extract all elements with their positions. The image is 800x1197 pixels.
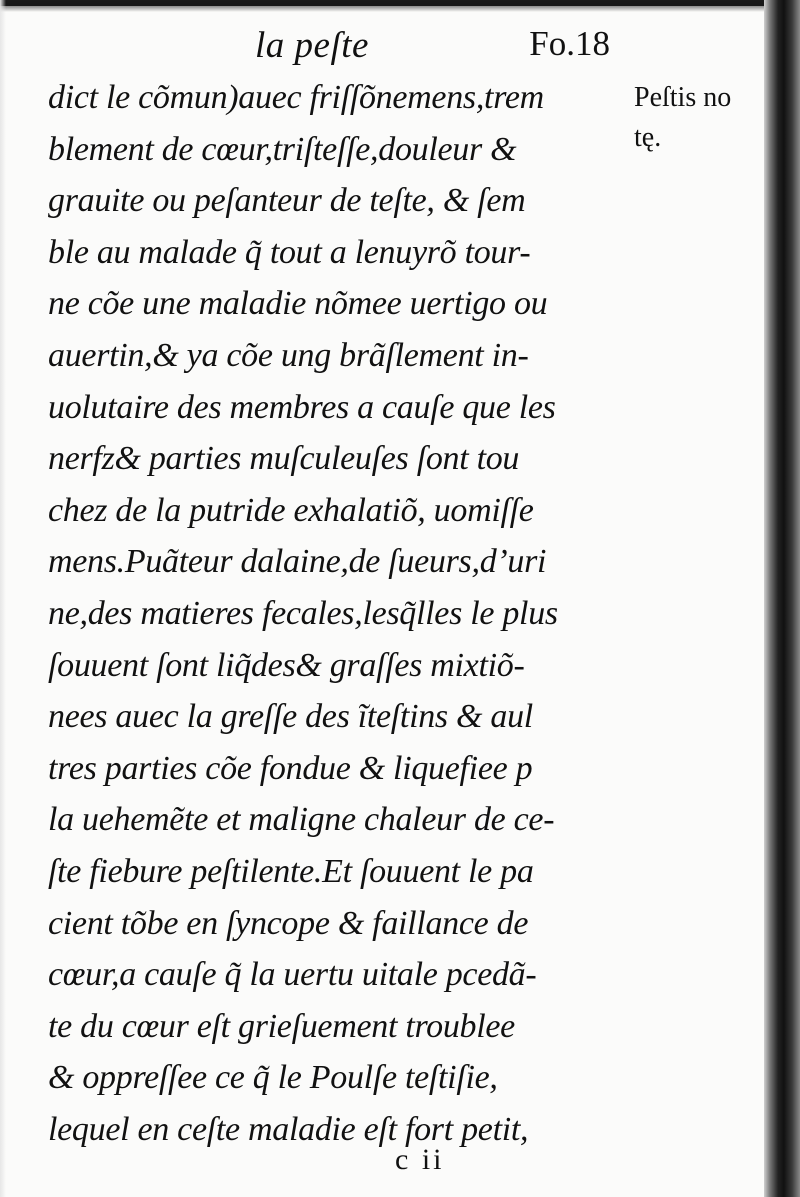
text-line: blement de cœur,triſteſſe,douleur & bbox=[48, 130, 517, 168]
signature-mark: c ii bbox=[395, 1143, 445, 1176]
text-line: ne,des matieres fecales,lesq̃lles le plus bbox=[48, 594, 558, 632]
folio-number: Fo.18 bbox=[529, 24, 610, 63]
body-text bbox=[48, 72, 618, 1155]
text-line: & oppreſſee ce q̃ le Poulſe teſtiſie, bbox=[48, 1059, 498, 1097]
page-top-gradient bbox=[0, 0, 800, 12]
margin-note bbox=[634, 78, 764, 158]
text-line: ble au malade q̃ tout a lenuyrõ tour- bbox=[48, 233, 531, 271]
text-line: tres parties cõe fondue & liquefiee p bbox=[48, 749, 533, 787]
text-line: lequel en ceſte maladie eſt fort petit, bbox=[48, 1110, 529, 1148]
page-header bbox=[50, 24, 610, 74]
text-line: uolutaire des membres a cauſe que les bbox=[48, 388, 556, 426]
text-line: mens.Puãteur dalaine,de ſueurs,d’uri bbox=[48, 543, 547, 581]
text-line: grauite ou peſanteur de teſte, & ſem bbox=[48, 182, 526, 220]
text-line: la uehemẽte et maligne chaleur de ce- bbox=[48, 801, 555, 839]
text-line: te du cœur eſt grieſuement troublee bbox=[48, 1007, 515, 1045]
margin-note-line: tę. bbox=[634, 122, 662, 153]
text-line: cœur,a cauſe q̃ la uertu uitale pcedã- bbox=[48, 956, 537, 994]
text-line: nerfz& parties muſculeuſes ſont tou bbox=[48, 440, 520, 478]
text-line: cient tõbe en ſyncope & faillance de bbox=[48, 904, 529, 942]
text-line: ne cõe une maladie nõmee uertigo ou bbox=[48, 285, 548, 323]
text-line: auertin,& ya cõe ung brãſlement in- bbox=[48, 336, 529, 374]
running-head: la peſte bbox=[255, 25, 369, 66]
margin-note-line: Peſtis no bbox=[634, 82, 732, 113]
text-line: nees auec la greſſe des ĩteſtins & aul bbox=[48, 698, 533, 736]
text-line: ſte fiebure peſtilente.Et ſouuent le pa bbox=[48, 852, 534, 890]
page-left-edge bbox=[0, 0, 6, 1197]
text-line: ſouuent ſont liq̃des& graſſes mixtiõ- bbox=[48, 646, 525, 684]
text-line: dict le cõmun)auec friſſõnemens,trem bbox=[48, 79, 544, 116]
book-gutter-edge bbox=[764, 0, 800, 1197]
text-line: chez de la putride exhalatiõ, uomiſſe bbox=[48, 491, 534, 529]
